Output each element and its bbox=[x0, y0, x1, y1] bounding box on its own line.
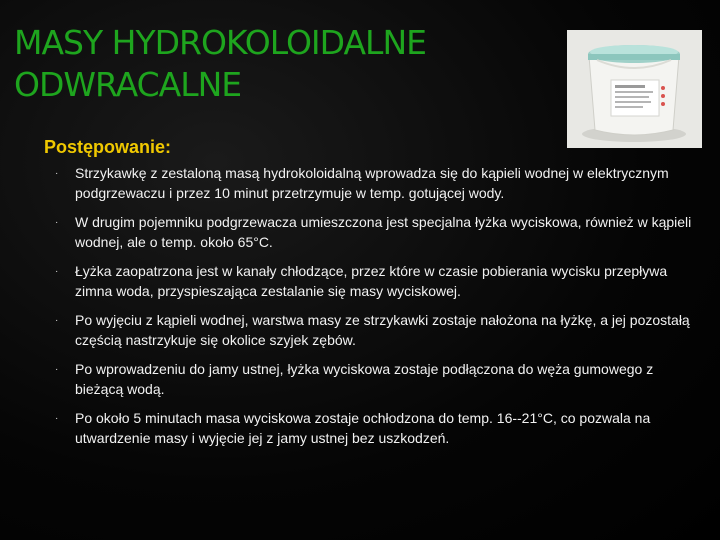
list-item bbox=[55, 164, 695, 203]
list-item-text: W drugim pojemniku podgrzewacza umieszczona jest specjalna łyżka wyciskowa, również w kąpieli wodnej, ale o temp. około 65°C. bbox=[75, 214, 692, 250]
bullet-icon: · bbox=[55, 315, 59, 326]
slide-title bbox=[14, 22, 534, 106]
bullet-icon: · bbox=[55, 217, 59, 228]
list-item-text: Po około 5 minutach masa wyciskowa zostaje ochłodzona do temp. 16--21°C, co pozwala na utwardzenie masy i wyjęcie jej z jamy ustnej bez uszkodzeń. bbox=[75, 410, 651, 446]
title-line-2: ODWRACALNE bbox=[14, 65, 242, 104]
list-item bbox=[55, 213, 695, 252]
bullet-icon: · bbox=[55, 413, 59, 424]
procedure-list bbox=[55, 164, 695, 458]
list-item-text: Strzykawkę z zestaloną masą hydrokoloidalną wprowadza się do kąpieli wodnej w elektrycznym podgrzewaczu i przez 10 minut przetrzymuje w temp. gotującej wody. bbox=[75, 165, 669, 201]
material-bucket-photo bbox=[567, 30, 702, 148]
procedure-heading: Postępowanie: bbox=[44, 137, 172, 157]
list-item-text: Po wyjęciu z kąpieli wodnej, warstwa masy ze strzykawki zostaje nałożona na łyżkę, a jej pozostałą częścią nastrzykuje się okolice szyjek zębów. bbox=[75, 312, 690, 348]
bullet-icon: · bbox=[55, 168, 59, 179]
list-item-text: Łyżka zaopatrzona jest w kanały chłodzące, przez które w czasie pobierania wycisku przepływa zimna woda, przyspieszająca zestalanie się masy wyciskowej. bbox=[75, 263, 668, 299]
bullet-icon: · bbox=[55, 266, 59, 277]
list-item bbox=[55, 409, 695, 448]
list-item bbox=[55, 311, 695, 350]
bucket-icon bbox=[567, 30, 702, 148]
list-item-text: Po wprowadzeniu do jamy ustnej, łyżka wyciskowa zostaje podłączona do węża gumowego z bieżącą wodą. bbox=[75, 361, 654, 397]
title-line-1: MASY HYDROKOLOIDALNE bbox=[14, 23, 426, 62]
list-item bbox=[55, 360, 695, 399]
bullet-icon: · bbox=[55, 364, 59, 375]
list-item bbox=[55, 262, 695, 301]
